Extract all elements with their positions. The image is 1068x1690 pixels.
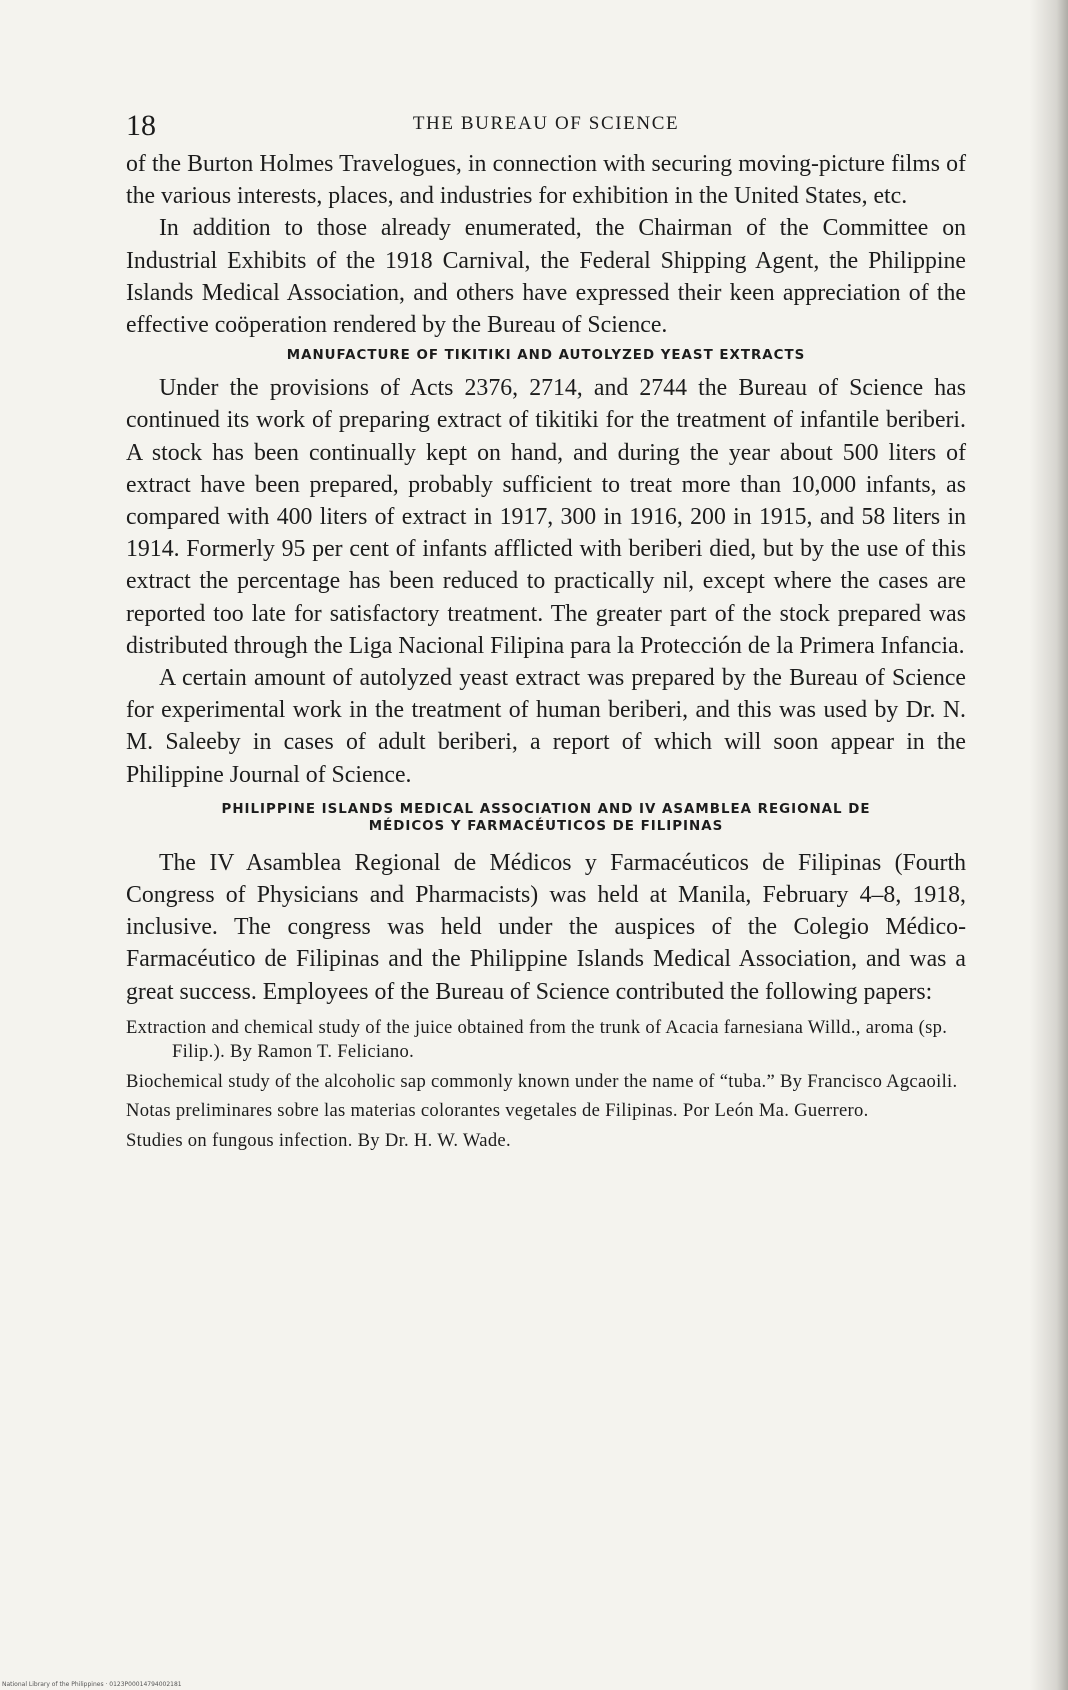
section-heading-medical-association <box>126 801 966 835</box>
paper-entry: Extraction and chemical study of the juice obtained from the trunk of Acacia farnesiana Willd., aroma (sp. Filip.). By Ramon T. Feliciano. <box>126 1016 948 1063</box>
scan-credit: National Library of the Philippines · 0123P00014794002181 <box>2 1681 182 1688</box>
running-title: THE BUREAU OF SCIENCE <box>412 113 680 134</box>
paper-entry: Biochemical study of the alcoholic sap commonly known under the name of “tuba.” By Francisco Agcaoili. <box>126 1070 958 1092</box>
section-heading-line-2: MÉDICOS Y FARMACÉUTICOS DE FILIPINAS <box>368 818 724 834</box>
paper-entry: Notas preliminares sobre las materias colorantes vegetales de Filipinas. Por León Ma. Guerrero. <box>126 1100 869 1122</box>
paragraph-asamblea: The IV Asamblea Regional de Médicos y Farmacéuticos de Filipinas (Fourth Congress of Physicians and Pharmacists) was held at Manila, February 4–8, 1918, inclusive. The congress was held under the auspices of the Colegio Médico-Farmacéutico de Filipinas and the Philippine Islands Medical Association, and was a great success. Employees of the Bureau of Science contributed the following papers: <box>126 849 966 1005</box>
paragraph-continuation: of the Burton Holmes Travelogues, in connection with securing moving-picture films of the various interests, places, and industries for exhibition in the United States, etc. <box>126 151 966 210</box>
paper-entry: Studies on fungous infection. By Dr. H. W. Wade. <box>126 1129 511 1151</box>
page-number: 18 <box>126 109 156 142</box>
paragraph-appreciation: In addition to those already enumerated, the Chairman of the Committee on Industrial Exhibits of the 1918 Carnival, the Federal Shipping Agent, the Philippine Islands Medical Association, and others have expressed their keen appreciation of the effective coöperation rendered by the Bureau of Science. <box>126 215 966 339</box>
paragraph-yeast-extract: A certain amount of autolyzed yeast extract was prepared by the Bureau of Science for experimental work in the treatment of human beriberi, and this was used by Dr. N. M. Saleeby in cases of adult beriberi, a report of which will soon appear in the Philippine Journal of Science. <box>126 665 966 788</box>
page-edge-shadow <box>1030 0 1068 1690</box>
section-heading-tikitiki: MANUFACTURE OF TIKITIKI AND AUTOLYZED YEAST EXTRACTS <box>286 348 806 364</box>
section-heading-line-1: PHILIPPINE ISLANDS MEDICAL ASSOCIATION AND IV ASAMBLEA REGIONAL DE <box>221 801 871 817</box>
running-head <box>126 104 966 148</box>
paragraph-tikitiki-extract: Under the provisions of Acts 2376, 2714, and 2744 the Bureau of Science has continued its work of preparing extract of tikitiki for the treatment of infantile beriberi. A stock has been continually kept on hand, and during the year about 500 liters of extract have been prepared, probably sufficient to treat more than 10,000 infants, as compared with 400 liters of extract in 1917, 300 in 1916, 200 in 1915, and 58 liters in 1914. Formerly 95 per cent of infants afflicted with beriberi died, but by the use of this extract the percentage has been reduced to practically nil, except where the cases are reported too late for satisfactory treatment. The greater part of the stock prepared was distributed through the Liga Nacional Filipina para la Protección de la Primera Infancia. <box>126 375 966 659</box>
papers-list <box>126 1016 966 1154</box>
page-content <box>126 104 966 1158</box>
